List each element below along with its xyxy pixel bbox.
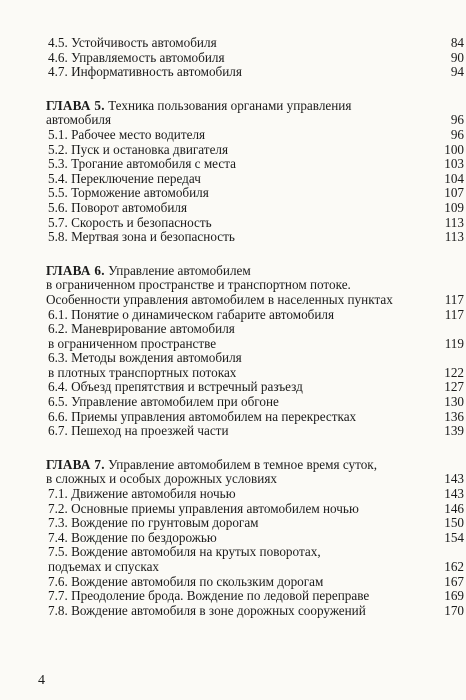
toc-entry-title: 4.7. Информативность автомобиля xyxy=(48,65,242,80)
toc-entry-page: 127 xyxy=(444,379,464,395)
toc-entry-page: 96 xyxy=(450,126,464,142)
toc-entry-title: 4.6. Управляемость автомобиля xyxy=(48,50,225,65)
chapter-title-line xyxy=(46,113,464,128)
toc-entry-title: 6.1. Понятие о динамическом габарите автомобиля xyxy=(48,307,335,322)
toc-entry-page: 170 xyxy=(444,602,464,618)
toc-entry-page: 113 xyxy=(444,229,464,245)
toc-entry-title: 7.1. Движение автомобиля ночью xyxy=(48,487,236,502)
toc-entry-page: 162 xyxy=(444,559,464,574)
toc-entry-page: 119 xyxy=(444,335,464,351)
toc-entry-title: 7.6. Вождение автомобиля по скользким дорогам xyxy=(48,574,324,589)
toc-entry-title: 6.2. Маневрирование автомобиля xyxy=(48,321,235,337)
toc-entry xyxy=(46,575,464,590)
toc-entry-title: 7.2. Основные приемы управления автомобилем ночью xyxy=(48,501,359,516)
chapter-heading xyxy=(46,264,464,279)
toc-entry xyxy=(46,216,464,231)
chapter-label: ГЛАВА 7. xyxy=(46,456,105,472)
toc-entry-page: 169 xyxy=(444,588,464,604)
toc-entry-page: 117 xyxy=(444,306,464,322)
toc-entry xyxy=(46,560,464,575)
toc-entry-page: 146 xyxy=(444,500,464,516)
toc-entry-title: 5.3. Трогание автомобиля с места xyxy=(48,157,236,172)
chapter-title-line xyxy=(46,472,464,487)
chapter-page: 96 xyxy=(450,112,464,128)
toc-entry-title: 6.7. Пешеход на проезжей части xyxy=(48,424,229,439)
toc-entry xyxy=(46,186,464,201)
toc-entry xyxy=(46,395,464,410)
table-of-contents xyxy=(46,36,464,618)
chapter-page: 143 xyxy=(444,471,464,487)
chapter-title-cont: в ограниченном пространстве и транспортном потоке. xyxy=(46,277,351,293)
toc-entry-title: 5.6. Поворот автомобиля xyxy=(48,200,188,215)
toc-entry xyxy=(46,36,464,51)
toc-entry-title: 5.5. Торможение автомобиля xyxy=(48,186,209,201)
toc-entry xyxy=(46,380,464,395)
chapter-heading xyxy=(46,99,464,114)
toc-entry xyxy=(46,65,464,80)
toc-entry-page: 90 xyxy=(450,49,464,65)
toc-entry-title: 7.5. Вождение автомобиля на крутых поворотах, xyxy=(48,544,321,560)
chapter-title-cont: в сложных и особых дорожных условиях xyxy=(46,472,277,487)
toc-entry-title-cont: в плотных транспортных потоках xyxy=(48,365,237,380)
chapter-title: Техника пользования органами управления xyxy=(108,97,352,113)
toc-entry-page: 139 xyxy=(444,423,464,439)
toc-entry-page: 150 xyxy=(444,515,464,531)
toc-entry-title: 6.5. Управление автомобилем при обгоне xyxy=(48,395,279,410)
chapter-label: ГЛАВА 6. xyxy=(46,262,105,278)
toc-entry xyxy=(46,516,464,531)
toc-entry-title: 5.1. Рабочее место водителя xyxy=(48,127,206,142)
chapter-title-cont: автомобиля xyxy=(46,113,112,128)
toc-entry-title: 5.8. Мертвая зона и безопасность xyxy=(48,230,235,245)
toc-entry-title: 5.4. Переключение передач xyxy=(48,171,201,186)
toc-entry-title: 7.8. Вождение автомобиля в зоне дорожных сооружений xyxy=(48,603,366,618)
toc-entry-page: 94 xyxy=(450,64,464,80)
chapter-title: Управление автомобилем в темное время суток, xyxy=(108,456,378,472)
chapter-heading xyxy=(46,458,464,473)
toc-entry xyxy=(46,487,464,502)
toc-entry-title: 6.6. Приемы управления автомобилем на перекрестках xyxy=(48,409,357,424)
toc-entry xyxy=(46,143,464,158)
toc-entry-page: 143 xyxy=(444,486,464,502)
toc-entry-title: 4.5. Устойчивость автомобиля xyxy=(48,36,217,50)
toc-entry-page: 109 xyxy=(444,199,464,215)
toc-entry-page: 104 xyxy=(444,170,464,186)
toc-entry-title: 7.3. Вождение по грунтовым дорогам xyxy=(48,516,259,531)
toc-entry-page: 136 xyxy=(444,408,464,424)
toc-entry-title: 7.7. Преодоление брода. Вождение по ледовой переправе xyxy=(48,589,370,604)
toc-entry-title: 7.4. Вождение по бездорожью xyxy=(48,530,217,545)
toc-entry-page: 113 xyxy=(444,214,464,230)
toc-entry xyxy=(46,410,464,425)
toc-entry-page: 84 xyxy=(450,35,464,50)
toc-entry xyxy=(46,157,464,172)
toc-entry xyxy=(46,128,464,143)
toc-entry xyxy=(46,337,464,352)
toc-entry-page: 167 xyxy=(444,573,464,589)
toc-entry-title: 6.3. Методы вождения автомобиля xyxy=(48,350,242,366)
page-number: 4 xyxy=(38,673,45,688)
toc-entry xyxy=(46,172,464,187)
chapter-page: 117 xyxy=(444,291,464,307)
toc-entry-title: 6.4. Объезд препятствия и встречный разъезд xyxy=(48,380,303,395)
toc-entry-title: 5.2. Пуск и остановка двигателя xyxy=(48,142,229,157)
toc-entry-page: 154 xyxy=(444,529,464,545)
toc-entry-page: 103 xyxy=(444,156,464,172)
toc-entry xyxy=(46,502,464,517)
toc-entry xyxy=(46,424,464,439)
toc-entry xyxy=(46,230,464,245)
chapter-title-line xyxy=(46,293,464,308)
chapter-label: ГЛАВА 5. xyxy=(46,97,105,113)
toc-entry-page: 130 xyxy=(444,394,464,410)
toc-entry xyxy=(46,366,464,381)
toc-entry-title: 5.7. Скорость и безопасность xyxy=(48,215,212,230)
chapter-title-cont: Особенности управления автомобилем в населенных пунктах xyxy=(46,292,393,307)
toc-entry-title-cont: в ограниченном пространстве xyxy=(48,336,217,351)
toc-entry xyxy=(46,531,464,546)
toc-entry-page: 107 xyxy=(444,185,464,201)
toc-entry-page: 100 xyxy=(444,141,464,157)
toc-entry xyxy=(46,51,464,66)
toc-entry-page: 122 xyxy=(444,364,464,380)
chapter-title: Управление автомобилем xyxy=(108,262,251,278)
toc-entry xyxy=(46,604,464,619)
toc-entry xyxy=(46,308,464,323)
toc-entry-title-cont: подъемах и спусках xyxy=(48,560,160,574)
toc-entry xyxy=(46,201,464,216)
toc-entry xyxy=(46,589,464,604)
